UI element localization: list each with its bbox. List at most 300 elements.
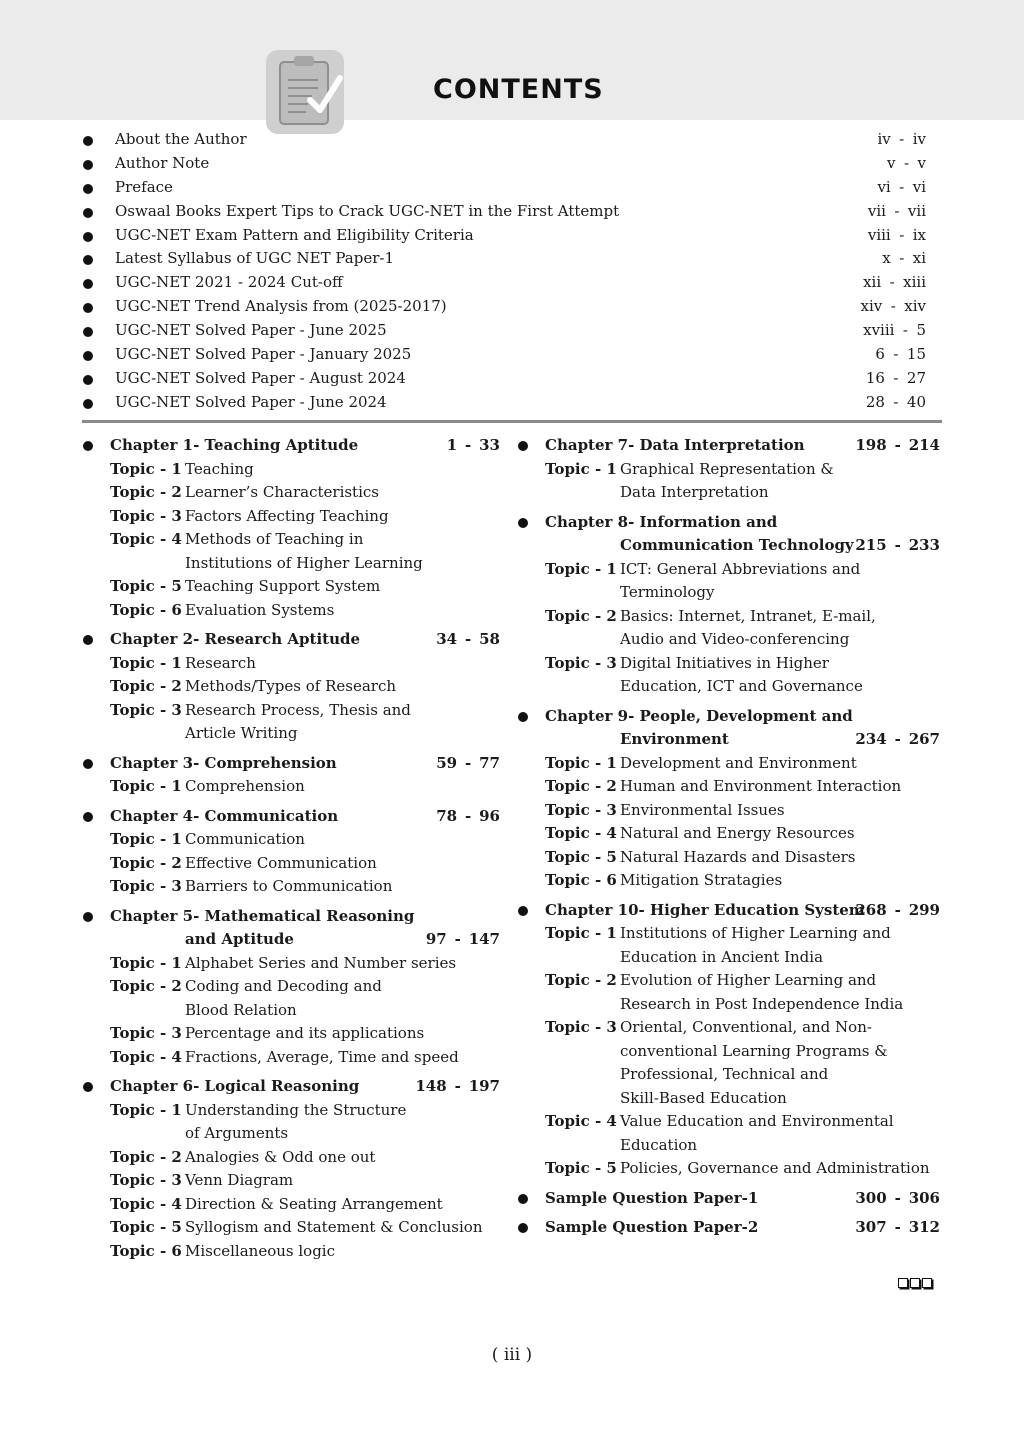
topic-text-line: Data Interpretation [620,483,769,501]
topic-text-line: Audio and Video-conferencing [620,630,850,648]
topic-entry [515,969,940,1016]
topic-label: Topic - 2 [110,977,182,995]
page-end: xi [912,249,926,268]
topic-text-line: Syllogism and Statement & Conclusion [185,1218,483,1236]
topic-label: Topic - 3 [545,653,617,672]
chapter-entry [80,905,500,1070]
chapter-title: Chapter 1- Teaching Aptitude [110,436,359,454]
topic-entry [80,481,500,505]
page-range [863,271,926,295]
chapter-entry [515,705,940,893]
topic-label: Topic - 1 [110,953,182,972]
bullet-icon [83,441,93,451]
page-range [415,1075,500,1099]
page-range [877,128,926,152]
topic-label: Topic - 3 [110,1171,182,1189]
topic-text-line: Article Writing [185,724,298,742]
page-start: 28 [865,392,885,411]
range-separator: - [454,1077,461,1095]
chapter-entry [515,511,940,699]
topic-text-line: Methods of Teaching in [185,530,364,548]
range-separator: - [894,1218,901,1236]
chapter-title-line [515,899,940,923]
chapter-title-line [80,805,500,829]
topic-entry [80,575,500,599]
chapter-title-line [515,511,940,535]
topic-entry [80,699,500,746]
topic-label: Topic - 1 [545,459,617,478]
front-matter-label: UGC-NET Solved Paper - January 2025 [115,345,412,364]
bullet-icon [83,279,93,289]
page-range [855,899,940,923]
page-start: 97 [425,930,447,948]
topic-text-line: Teaching [185,459,254,478]
topic-entry [80,458,500,482]
chapter-entry [515,434,940,505]
page-start: 6 [875,345,885,364]
topic-text-line: Education in Ancient India [620,947,824,966]
chapter-title: Chapter 7- Data Interpretation [545,436,805,454]
page-range [855,728,940,752]
front-matter-item [80,391,940,415]
page-start: 234 [855,730,887,748]
page-start: 78 [436,806,458,825]
range-separator: - [465,630,472,648]
topic-text-line: Evaluation Systems [185,600,335,619]
front-matter-label: UGC-NET Solved Paper - June 2025 [115,321,387,340]
range-separator: - [465,436,472,454]
chapter-title: Sample Question Paper-1 [545,1188,759,1207]
topic-entry [515,922,940,969]
topic-label: Topic - 5 [110,1218,182,1236]
bullet-icon [518,441,528,451]
topic-entry [80,505,500,529]
chapter-title-line [80,1075,500,1099]
front-matter-label: UGC-NET Solved Paper - June 2024 [115,392,387,411]
page-end: 96 [479,806,500,825]
chapter-entry [80,752,500,799]
topic-text-line: Analogies & Odd one out [185,1147,376,1166]
topic-text-line: Direction & Seating Arrangement [185,1194,443,1213]
topic-label: Topic - 2 [110,1147,182,1166]
topic-label: Topic - 1 [545,559,617,578]
topic-text-line: Venn Diagram [185,1171,294,1189]
topic-text-line: ICT: General Abbreviations and [620,559,861,578]
topic-label: Topic - 5 [545,1159,617,1177]
topic-text-line: Education, ICT and Governance [620,677,863,695]
chapter-title-line [515,1216,940,1240]
front-matter-label: UGC-NET Solved Paper - August 2024 [115,368,406,387]
front-matter-label: Author Note [115,153,210,172]
topic-text-line: Basics: Internet, Intranet, E-mail, [620,606,876,625]
chapter-title-line [80,752,500,776]
topic-label: Topic - 4 [545,1112,617,1130]
chapter-title-line [80,928,500,952]
bullet-icon [83,912,93,922]
page-end: 306 [908,1188,940,1207]
front-matter-label: Preface [115,177,173,196]
topic-entry [515,822,940,846]
topic-label: Topic - 1 [545,753,617,772]
topic-entry [80,1099,500,1146]
chapter-title-line [515,728,940,752]
range-separator: - [894,201,900,220]
range-separator: - [899,177,905,196]
topic-label: Topic - 1 [110,830,182,848]
topic-label: Topic - 2 [545,971,617,989]
topic-entry [80,652,500,676]
range-separator: - [894,536,901,554]
left-column [80,434,500,1269]
chapter-entry [80,434,500,622]
page-range [436,805,500,829]
topic-label: Topic - 4 [110,530,182,548]
range-separator: - [465,806,472,825]
chapter-title: Chapter 9- People, Development and [545,706,853,725]
topic-label: Topic - 2 [110,677,182,695]
range-separator: - [454,930,461,948]
page-end: 58 [479,630,500,648]
topic-entry [80,952,500,976]
page-end: 197 [468,1077,500,1095]
topic-text-line: Factors Affecting Teaching [185,506,389,525]
chapter-entry [515,899,940,1181]
topic-entry [80,1046,500,1070]
chapter-title-line [515,434,940,458]
page-range [436,628,500,652]
topic-text-line: Human and Environment Interaction [620,777,902,795]
page-number: ( iii ) [491,1345,533,1365]
bullet-icon [83,759,93,769]
range-separator: - [894,436,901,454]
topic-text-line: Learner’s Characteristics [185,483,379,501]
page-end: xiv [904,297,926,316]
topic-label: Topic - 2 [545,606,617,625]
chapter-title-line [80,905,500,929]
topic-label: Topic - 3 [110,1024,182,1042]
chapter-title: Chapter 6- Logical Reasoning [110,1077,360,1095]
page-start: xviii [863,321,895,340]
page-start: 198 [855,436,887,454]
chapter-title: Communication Technology [620,536,854,554]
topic-label: Topic - 1 [110,1100,182,1119]
topic-text-line: Professional, Technical and [620,1065,829,1083]
page-range [866,391,926,415]
topic-entry [515,458,940,505]
page-start: 34 [436,630,458,648]
bullet-icon [83,160,93,170]
page-range [426,928,500,952]
page-range [882,247,926,271]
chapter-title: Chapter 5- Mathematical Reasoning [110,906,415,925]
topic-label: Topic - 1 [110,653,182,672]
divider [82,420,942,423]
topic-text-line: Miscellaneous logic [185,1241,335,1260]
topic-label: Topic - 2 [110,483,182,501]
page-end: iv [912,130,926,148]
topic-entry [80,1216,500,1240]
front-matter-label: UGC-NET 2021 - 2024 Cut-off [115,273,343,292]
range-separator: - [894,900,901,919]
topic-text-line: Teaching Support System [185,577,381,595]
chapter-entry [80,628,500,746]
topic-label: Topic - 3 [110,877,182,895]
page-range [866,367,926,391]
topic-label: Topic - 3 [110,700,182,719]
page-start: v [887,153,896,172]
bullet-icon [83,399,93,409]
topic-entry [515,1016,940,1110]
topic-text-line: Methods/Types of Research [185,677,397,695]
page-range [447,434,500,458]
page-start: viii [867,225,891,244]
topic-label: Topic - 1 [545,924,617,942]
topic-entry [515,605,940,652]
front-matter-item [80,295,940,319]
front-matter-label: Latest Syllabus of UGC NET Paper-1 [115,249,395,268]
front-matter-list [80,128,940,415]
topic-text-line: Research in Post Independence India [620,994,904,1013]
topic-text-line: Research [185,653,256,672]
topic-label: Topic - 3 [110,506,182,525]
topic-label: Topic - 4 [545,824,617,842]
page-start: 215 [855,536,887,554]
page-range [855,534,940,558]
page-range [877,176,926,200]
bullet-icon [518,712,528,722]
front-matter-label: UGC-NET Exam Pattern and Eligibility Criteria [115,225,474,244]
bullet-icon [83,351,93,361]
topic-label: Topic - 2 [545,777,617,795]
front-matter-item [80,343,940,367]
clipboard-check-icon [266,50,344,134]
bullet-icon [83,232,93,242]
page-range [855,434,940,458]
bullet-icon [83,635,93,645]
topic-text-line: Percentage and its applications [185,1024,425,1042]
topic-entry [80,852,500,876]
chapter-title: Chapter 2- Research Aptitude [110,630,361,648]
topic-text-line: Skill-Based Education [620,1088,787,1107]
front-matter-label: About the Author [115,130,247,148]
bullet-icon [83,327,93,337]
range-separator: - [890,297,896,316]
range-separator: - [893,392,899,411]
topic-text-line: Natural and Energy Resources [620,824,855,842]
page-title: CONTENTS [433,74,604,105]
page-end: 33 [479,436,500,454]
chapter-entry [515,1216,940,1240]
page-range [861,295,926,319]
topic-text-line: Evolution of Higher Learning and [620,971,877,989]
chapter-title: Chapter 4- Communication [110,806,339,825]
page-end: 147 [468,930,500,948]
topic-text-line: Terminology [620,583,715,601]
page-start: 148 [415,1077,447,1095]
topic-label: Topic - 1 [110,459,182,478]
topic-entry [515,558,940,605]
page-start: xiv [860,297,883,316]
chapter-title: Chapter 3- Comprehension [110,753,337,772]
bullet-icon [83,812,93,822]
topic-label: Topic - 1 [110,777,182,795]
range-separator: - [893,368,899,387]
page-end: 267 [908,730,940,748]
chapter-title-line [515,705,940,729]
front-matter-item [80,176,940,200]
chapter-title: and Aptitude [185,930,294,948]
page-end: 40 [906,392,926,411]
range-separator: - [894,1188,901,1207]
bullet-icon [83,1082,93,1092]
topic-entry [515,775,940,799]
chapter-title-line [80,628,500,652]
topic-text-line: Understanding the Structure [185,1100,407,1119]
front-matter-item [80,224,940,248]
chapter-title-line [80,434,500,458]
topic-entry [515,846,940,870]
page-end: vii [907,201,926,220]
topic-text-line: Blood Relation [185,1000,297,1019]
right-column [515,434,940,1246]
topic-entry [80,1022,500,1046]
page-range [855,1216,940,1240]
range-separator: - [893,345,899,364]
topic-entry [80,875,500,899]
topic-text-line: Value Education and Environmental [620,1112,894,1130]
page-start: vii [867,201,886,220]
topic-entry [80,599,500,623]
front-matter-item [80,128,940,152]
topic-entry [515,799,940,823]
chapter-entry [515,1187,940,1211]
page-end: v [917,153,926,172]
bullet-icon [83,255,93,265]
topic-entry [515,869,940,893]
chapter-title-line [515,1187,940,1211]
topic-label: Topic - 6 [110,600,182,619]
page-start: 307 [855,1218,887,1236]
bullet-icon [518,518,528,528]
page-end: xiii [903,273,926,292]
topic-text-line: Graphical Representation & [620,459,834,478]
range-separator: - [465,753,472,772]
front-matter-item [80,271,940,295]
topic-text-line: Digital Initiatives in Higher [620,653,829,672]
front-matter-label: Oswaal Books Expert Tips to Crack UGC-NET in the First Attempt [115,201,620,220]
page-start: 1 [446,436,458,454]
topic-text-line: Communication [185,830,305,848]
topic-label: Topic - 5 [110,577,182,595]
topic-entry [515,1110,940,1157]
page-range [875,343,926,367]
page-range [863,319,926,343]
range-separator: - [899,130,905,148]
topic-label: Topic - 2 [110,853,182,872]
range-separator: - [899,249,905,268]
topic-entry [80,775,500,799]
topic-text-line: Research Process, Thesis and [185,700,411,719]
chapter-title: Chapter 8- Information and [545,512,778,531]
topic-text-line: Natural Hazards and Disasters [620,847,856,866]
chapter-entry [80,1075,500,1263]
page-range [868,224,926,248]
topic-text-line: Barriers to Communication [185,877,393,895]
bullet-icon [518,906,528,916]
page-end: 77 [479,753,500,772]
bullet-icon [83,184,93,194]
topic-text-line: Environmental Issues [620,800,785,819]
bullet-icon [83,303,93,313]
bullet-icon [83,375,93,385]
page-start: 300 [855,1188,887,1207]
page-end: ix [912,225,926,244]
page-start: iv [877,130,891,148]
page-start: 16 [865,368,885,387]
page-start: 268 [855,900,887,919]
range-separator: - [902,321,908,340]
front-matter-item [80,247,940,271]
page-end: 312 [908,1218,940,1236]
bullet-icon [518,1194,528,1204]
end-marks [898,1273,942,1285]
page-end: 299 [908,900,940,919]
range-separator: - [894,730,901,748]
topic-entry [515,752,940,776]
topic-label: Topic - 6 [545,871,617,889]
topic-entry [80,1146,500,1170]
bullet-icon [83,136,93,146]
page-start: x [882,249,891,268]
topic-label: Topic - 3 [545,800,617,819]
range-separator: - [903,153,910,172]
page-start: vi [877,177,891,196]
page-start: xii [863,273,882,292]
page-start: 59 [436,753,458,772]
range-separator: - [889,273,895,292]
topic-text-line: Policies, Governance and Administration [620,1159,930,1177]
topic-label: Topic - 4 [110,1047,182,1066]
front-matter-item [80,200,940,224]
page-end: vi [912,177,926,196]
topic-entry [80,1240,500,1264]
topic-text-line: Education [620,1135,698,1154]
range-separator: - [899,225,905,244]
topic-entry [80,1169,500,1193]
front-matter-item [80,152,940,176]
bullet-icon [518,1223,528,1233]
topic-entry [80,528,500,575]
topic-entry [80,1193,500,1217]
topic-entry [80,975,500,1022]
chapter-title: Environment [620,730,729,748]
topic-entry [80,675,500,699]
page-end: 5 [916,321,926,340]
front-matter-item [80,319,940,343]
page-end: 15 [906,345,926,364]
page-range [887,152,926,176]
topic-text-line: Fractions, Average, Time and speed [185,1047,459,1066]
topic-text-line: Development and Environment [620,753,857,772]
topic-entry [515,652,940,699]
bullet-icon [83,208,93,218]
chapter-title: Chapter 10- Higher Education System [545,900,865,919]
topic-text-line: Alphabet Series and Number series [185,953,457,972]
page-range [855,1187,940,1211]
topic-text-line: of Arguments [185,1124,289,1142]
topic-label: Topic - 6 [110,1241,182,1260]
topic-text-line: Coding and Decoding and [185,977,382,995]
